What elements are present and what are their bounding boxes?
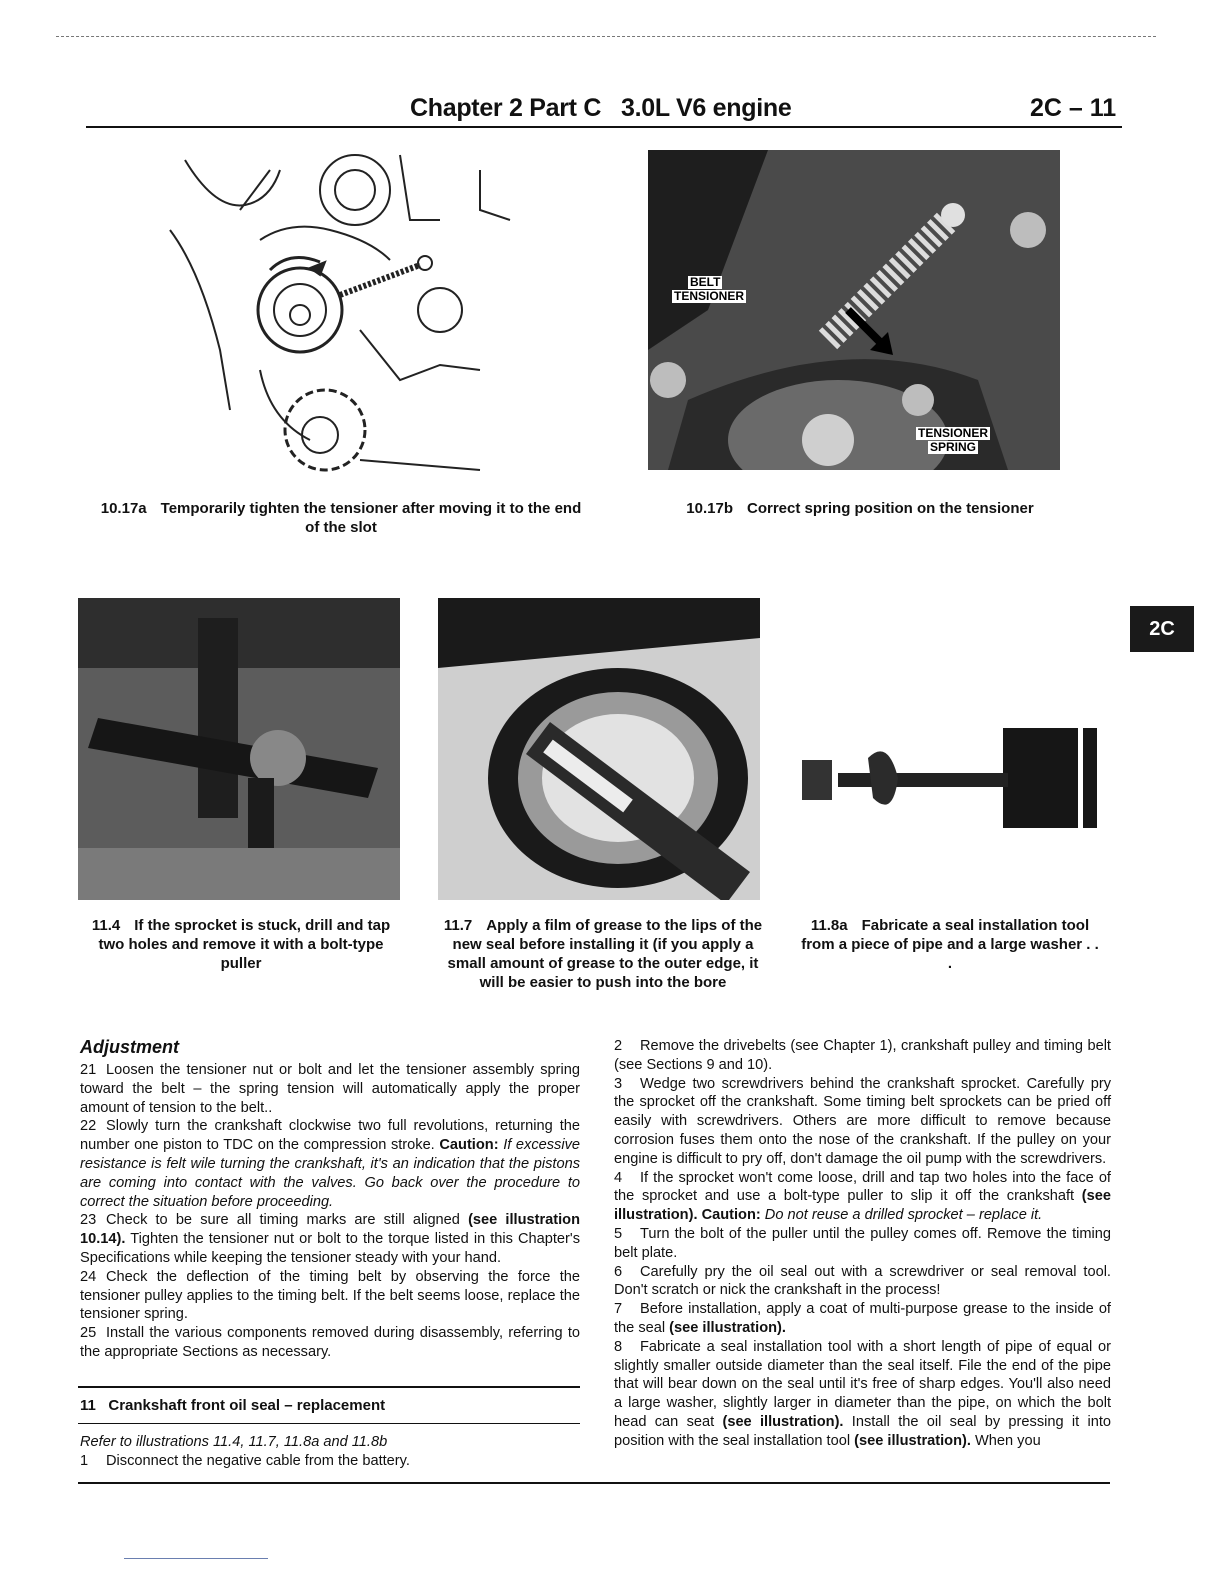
caption-1017b [660, 499, 1060, 518]
paragraph-23: 23 Check to be sure all timing marks are still aligned (see illustration 10.14). Tighten the tensioner nut or bolt to the torque listed in this Chapter's Specifications while keeping the tensioner steady with your hand. [80, 1212, 581, 1266]
figure-117-photo [438, 598, 760, 900]
left-column-body [80, 1061, 580, 1362]
caption-117 [436, 916, 770, 992]
left-column-body-2 [80, 1433, 580, 1471]
figure-114-photo [78, 598, 400, 900]
footer-rule [78, 1482, 1110, 1484]
section-11-title: 11 Crankshaft front oil seal – replacement [80, 1397, 386, 1414]
paragraph-24: 24 Check the deflection of the timing belt by observing the force the tensioner pulley applies to the timing belt. If the belt seems loose, replace the tensioner spring. [80, 1268, 580, 1323]
caption-1017a-label: 10.17a [100, 500, 147, 517]
paragraph-7: 7 Before installation, apply a coat of multi-purpose grease to the inside of the seal (see illustration). [614, 1301, 1111, 1336]
header-rule [86, 126, 1122, 128]
caption-1017b-text: Correct spring position on the tensioner [747, 500, 1034, 517]
paragraph-21: 21 Loosen the tensioner nut or bolt and let the tensioner assembly spring toward the belt – the spring tension will automatically apply the proper amount of tension to the belt.. [80, 1062, 580, 1116]
paragraph-4: 4 If the sprocket won't come loose, drill and tap two holes into the face of the sprocket and use a bolt-type puller to slip it off the crankshaft (see illustration). Caution: Do not reuse a drilled sprocket – replace it. [614, 1169, 1111, 1224]
caption-114-text: If the sprocket is stuck, drill and tap two holes and remove it with a bolt-type puller [98, 917, 391, 972]
caption-114 [86, 916, 396, 973]
section-tab-2c: 2C [1130, 606, 1194, 652]
paragraph-2: 2 Remove the drivebelts (see Chapter 1), crankshaft pulley and timing belt (see Sections 9 and 10). [614, 1038, 1111, 1073]
caption-118a-text: Fabricate a seal installation tool from a piece of pipe and a large washer . . . [801, 917, 1099, 972]
caption-118a-label: 11.8a [810, 917, 848, 934]
paragraph-6: 6 Carefully pry the oil seal out with a screwdriver or seal removal tool. Don't scratch or nick the crankshaft in the process! [614, 1263, 1111, 1299]
figure-1017a-drawing [120, 150, 520, 480]
bottom-scan-line [124, 1558, 268, 1559]
paragraph-3: 3 Wedge two screwdrivers behind the crankshaft sprocket. Carefully pry the sprocket off the crankshaft. Some timing belt sprockets can be pried off easily with screwdrivers. Others are more difficult to remove because corrosion fuses them onto the nose of the crankshaft. If the pulley on your engine is difficult to pry off, don't damage the oil pump with the screwdrivers. [614, 1075, 1111, 1167]
caption-117-label: 11.7 [443, 917, 473, 934]
right-column-body [614, 1037, 1111, 1451]
refer-line: Refer to illustrations 11.4, 11.7, 11.8a and 11.8b [80, 1434, 388, 1450]
callout-tensioner: TENSIONER [674, 289, 745, 303]
caption-114-label: 11.4 [91, 917, 121, 934]
caption-1017b-label: 10.17b [686, 500, 733, 517]
figure-1017b-photo [648, 150, 1060, 470]
paragraph-8: 8 Fabricate a seal installation tool with a short length of pipe of equal or slightly smaller outside diameter than the seal itself. File the end of the pipe that will bear down on the seal until it's free of sharp edges. You'll also need a large washer, slightly larger in diameter than the pipe, on which the bolt head can seat (see illustration). Install the oil seal by pressing it into position with the seal installation tool (see illustration). When you [614, 1338, 1112, 1449]
section-rule-bottom [78, 1423, 580, 1424]
paragraph-5: 5 Turn the bolt of the puller until the pulley comes off. Remove the timing belt plate. [614, 1225, 1111, 1261]
page-number: 2C – 11 [1030, 94, 1117, 122]
caption-118a [800, 916, 1100, 973]
callout-tensioner-spring-1: TENSIONER [918, 426, 989, 440]
caption-1017a-text: Temporarily tighten the tensioner after moving it to the end of the slot [160, 500, 582, 536]
paragraph-25: 25 Install the various components removed during disassembly, referring to the appropriate Sections as necessary. [80, 1325, 580, 1360]
callout-tensioner-spring-2: SPRING [930, 440, 977, 454]
caption-1017a [96, 499, 586, 537]
adjustment-heading: Adjustment [80, 1037, 179, 1057]
paragraph-22: 22 Slowly turn the crankshaft clockwise two full revolutions, returning the number one piston to TDC on the compression stroke. Caution: If excessive resistance is felt wile turning the crankshaft, it's an indication that the pistons are coming into contact with the valves. Go back over the procedure to correct the situation before proceeding. [80, 1118, 581, 1210]
caption-117-text: Apply a film of grease to the lips of the new seal before installing it (if you apply a small amount of grease to the outer edge, it will be easier to push into the bore [447, 917, 763, 991]
chapter-title: Chapter 2 Part C 3.0L V6 engine [410, 94, 792, 122]
figure-118a-photo [798, 598, 1108, 900]
top-scan-line [56, 36, 1156, 38]
callout-belt: BELT [690, 275, 721, 289]
section-rule-top [78, 1386, 580, 1388]
paragraph-1: 1 Disconnect the negative cable from the battery. [80, 1452, 410, 1469]
